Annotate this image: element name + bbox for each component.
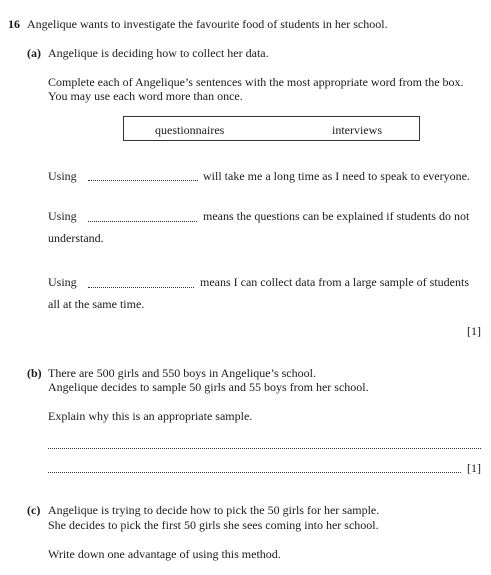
part-c-line-2: She decides to pick the first 50 girls she sees coming into her school.: [48, 518, 379, 532]
part-b-answer-line-1[interactable]: [48, 448, 481, 449]
part-b-marks: [1]: [467, 461, 481, 475]
part-a-marks: [1]: [467, 324, 481, 338]
question-intro: Angelique wants to investigate the favourite food of students in her school.: [27, 17, 388, 31]
word-box-option-questionnaires: questionnaires: [155, 123, 225, 137]
sentence-1-text: will take me a long time as I need to speak to everyone.: [203, 169, 470, 183]
word-box-option-interviews: interviews: [332, 123, 382, 137]
part-a-instruction-1: Complete each of Angelique’s sentences with the most appropriate word from the box.: [48, 75, 464, 89]
sentence-3-answer-blank[interactable]: [88, 287, 194, 288]
sentence-3-prefix: Using: [48, 275, 77, 289]
part-a-instruction-2: You may use each word more than once.: [48, 89, 243, 103]
part-b-line-2: Angelique decides to sample 50 girls and 55 boys from her school.: [48, 380, 369, 394]
sentence-1-prefix: Using: [48, 169, 77, 183]
sentence-2-text: means the questions can be explained if students do not: [203, 209, 470, 223]
sentence-3-text: means I can collect data from a large sample of students: [200, 275, 470, 289]
part-a-label: (a): [27, 46, 41, 60]
part-c-line-1: Angelique is trying to decide how to pick the 50 girls for her sample.: [48, 503, 380, 517]
part-b-label: (b): [27, 366, 42, 380]
part-b-line-1: There are 500 girls and 550 boys in Angelique’s school.: [48, 366, 316, 380]
sentence-2-continuation: understand.: [48, 231, 104, 245]
sentence-2-prefix: Using: [48, 209, 77, 223]
part-c-prompt: Write down one advantage of using this method.: [48, 547, 281, 561]
sentence-2-answer-blank[interactable]: [88, 221, 197, 222]
sentence-1-answer-blank[interactable]: [88, 180, 198, 181]
part-a-heading: Angelique is deciding how to collect her data.: [48, 46, 269, 60]
question-number: 16: [8, 17, 20, 31]
word-box: [123, 116, 420, 141]
sentence-3-continuation: all at the same time.: [48, 297, 145, 311]
part-b-answer-line-2[interactable]: [48, 472, 461, 473]
part-b-prompt: Explain why this is an appropriate sample.: [48, 409, 253, 423]
part-c-label: (c): [27, 503, 41, 517]
